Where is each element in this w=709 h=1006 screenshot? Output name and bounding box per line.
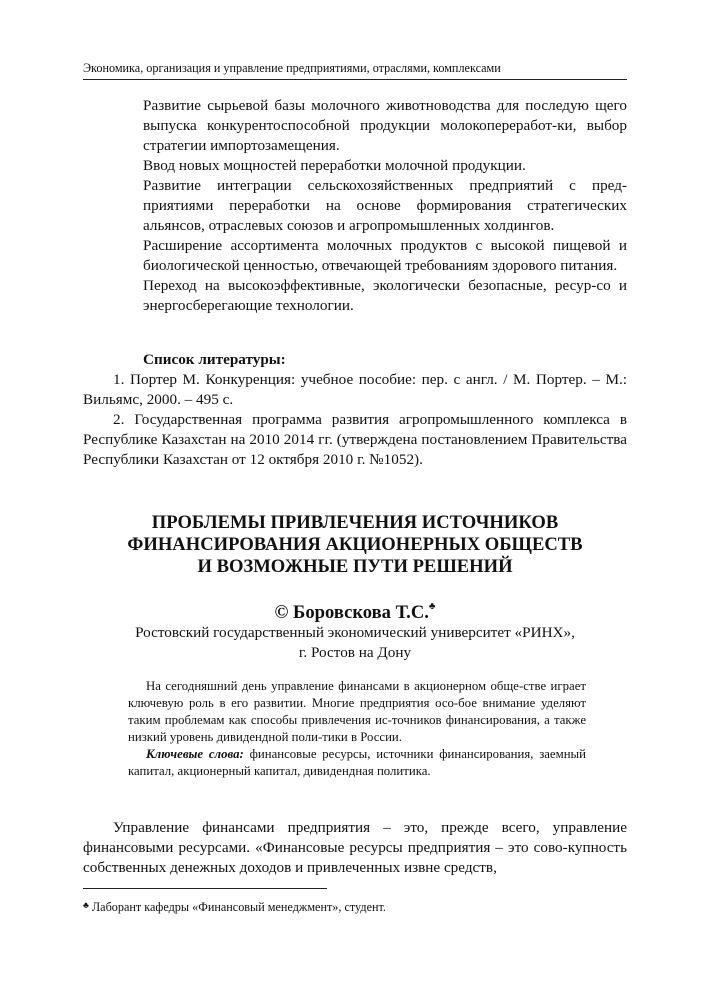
- intro-item: Переход на высокоэффективные, экологически безопасные, ресур-со и энергосберегающие технологии.: [143, 277, 627, 314]
- main-paragraph: Управление финансами предприятия – это, прежде всего, управление финансовыми ресурсами. «Финансовые ресурсы предприятия – это сово-купность собственных денежных доходов и привлеченных извне средств,: [83, 819, 627, 876]
- title-line: И ВОЗМОЖНЫЕ ПУТИ РЕШЕНИЙ: [197, 556, 513, 577]
- reference-item: 2. Государственная программа развития агропромышленного комплекса в Республике Казахстан на 2010 2014 гг. (утверждена постановлением Правительства Республики Казахстан от 12 октября 2010 г. №1052).: [83, 411, 627, 468]
- footnote-text: Лаборант кафедры «Финансовый менеджмент», студент.: [91, 900, 386, 914]
- intro-list: [143, 96, 627, 316]
- title-line: ПРОБЛЕМЫ ПРИВЛЕЧЕНИЯ ИСТОЧНИКОВ: [151, 512, 559, 533]
- affiliation-line: Ростовский государственный экономический университет «РИНХ»,: [135, 624, 575, 641]
- author-footnote-mark: ♣: [428, 601, 436, 612]
- header-rule: [83, 79, 627, 80]
- references-heading: Список литературы:: [143, 351, 286, 368]
- intro-item: Развитие интеграции сельскохозяйственных предприятий с пред-приятиями переработки на основе формирования стратегических альянсов, отраслевых союзов и агропромышленных холдингов.: [143, 177, 627, 234]
- intro-item: Ввод новых мощностей переработки молочной продукции.: [143, 157, 526, 174]
- footnote: [83, 899, 627, 916]
- references: [83, 350, 627, 470]
- intro-item: Развитие сырьевой базы молочного животноводства для последую щего выпуска конкурентоспособной продукции молокопереработ-ки, выбор стратегии импортозамещения.: [143, 97, 627, 154]
- abstract: [128, 678, 586, 780]
- affiliation: [83, 623, 627, 663]
- main-text: [83, 818, 627, 878]
- article-title: [83, 512, 627, 578]
- keywords: [128, 746, 586, 780]
- keywords-text: финансовые ресурсы, источники финансирования, заемный капитал, акционерный капитал, дивидендная политика.: [128, 747, 586, 778]
- keywords-label: Ключевые слова:: [146, 747, 244, 761]
- footnote-mark: ♣: [83, 900, 89, 910]
- footnote-rule: [83, 888, 327, 889]
- author-name: [83, 597, 627, 625]
- reference-item: 1. Портер М. Конкуренция: учебное пособие: пер. с англ. / М. Портер. – М.: Вильямс, 2000. – 495 с.: [83, 371, 627, 408]
- abstract-text: На сегодняшний день управление финансами в акционерном обще-стве играет ключевую роль в его развитии. Многие предприятия осо-бое внимание уделяют таким проблемам как способы привлечения ис-точников финансирования, а также низкий уровень дивидендной поли-тики в России.: [128, 679, 586, 744]
- intro-item: Расширение ассортимента молочных продуктов с высокой пищевой и биологической ценностью, отвечающей требованиям здорового питания.: [143, 237, 627, 274]
- running-header: Экономика, организация и управление предприятиями, отраслями, комплексами: [83, 61, 501, 75]
- author-text: © Боровскова Т.С.: [274, 602, 429, 624]
- title-line: ФИНАНСИРОВАНИЯ АКЦИОНЕРНЫХ ОБЩЕСТВ: [127, 534, 583, 555]
- affiliation-line: г. Ростов на Дону: [298, 644, 412, 661]
